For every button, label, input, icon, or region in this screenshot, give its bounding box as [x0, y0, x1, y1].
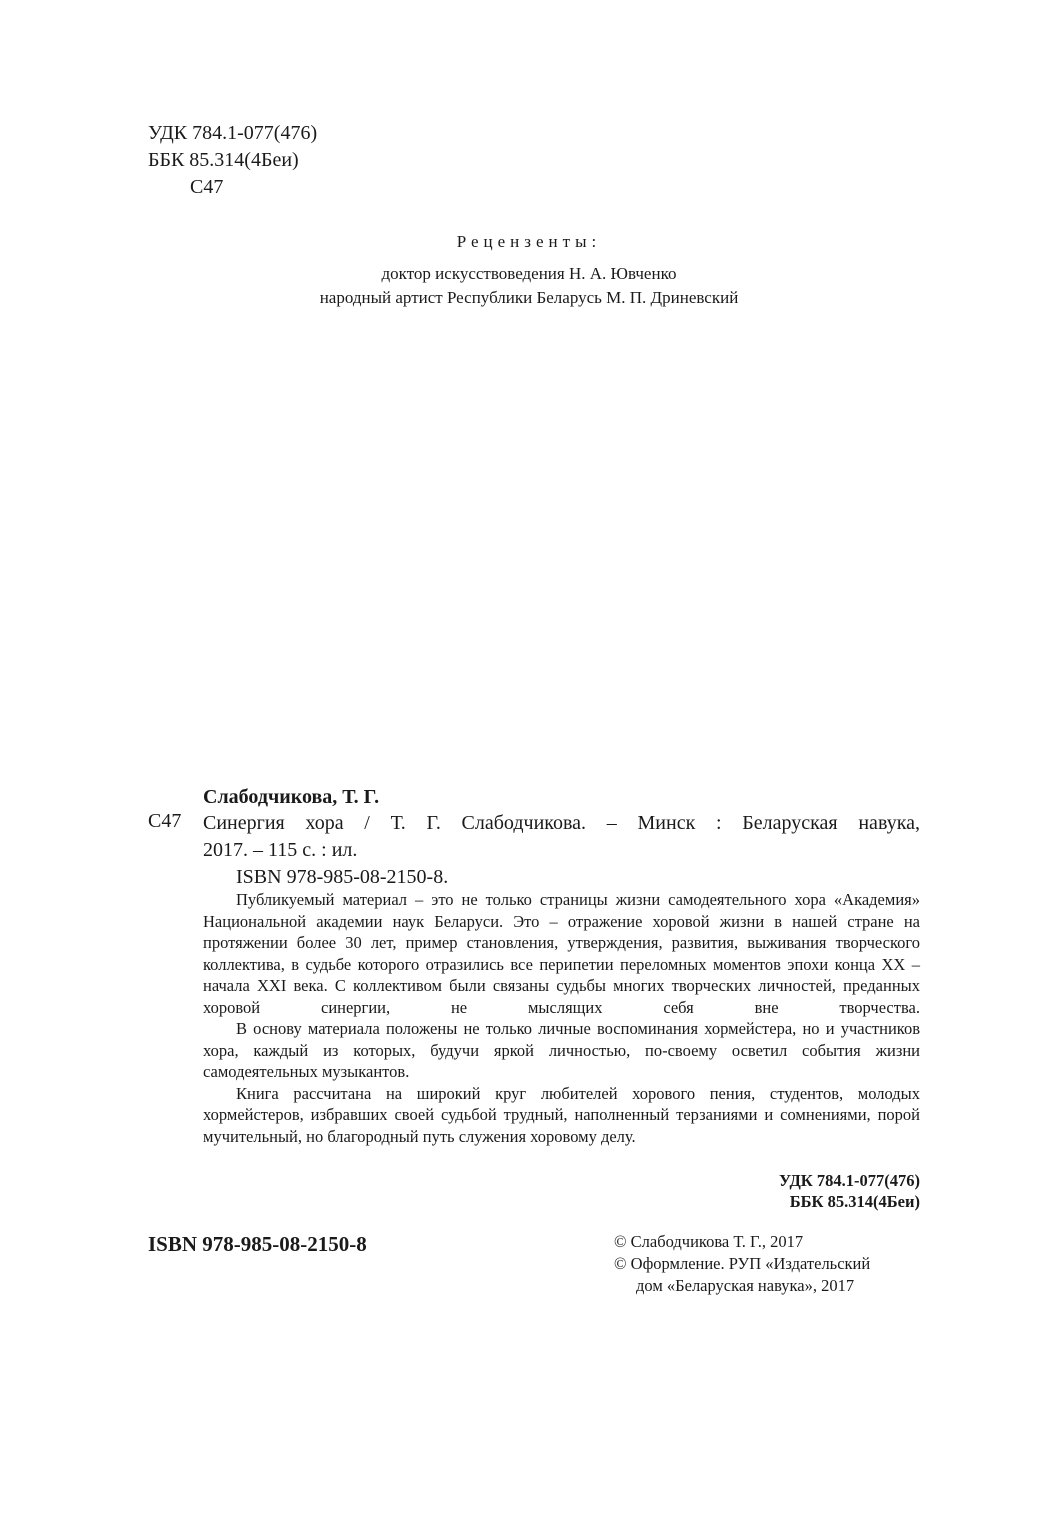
- classification-codes: [148, 120, 317, 201]
- catalog-entry: [203, 810, 920, 891]
- footer-udk: УДК 784.1-077(476): [779, 1171, 920, 1190]
- copyright: [614, 1231, 870, 1297]
- footer-codes: [779, 1170, 920, 1212]
- catalog-isbn: ISBN 978-985-08-2150-8.: [236, 866, 449, 888]
- copyright-line: © Слабодчикова Т. Г., 2017: [614, 1232, 804, 1251]
- reviewer-item: доктор искусствоведения Н. А. Ювченко: [381, 264, 677, 283]
- footer-bbk: ББК 85.314(4Беи): [789, 1192, 920, 1211]
- copyright-line: © Оформление. РУП «Издательский: [614, 1254, 871, 1273]
- udk-code: УДК 784.1-077(476): [148, 122, 318, 144]
- author-mark: С47: [190, 176, 224, 198]
- catalog-title-line: Синергия хора / Т. Г. Слабодчикова. – Минск : Беларуская навука,: [203, 812, 920, 834]
- reviewer-item: народный артист Республики Беларусь М. П. Дриневский: [319, 288, 739, 307]
- abstract-paragraph: Книга рассчитана на широкий круг любителей хорового пения, студентов, молодых хормейстеров, избравших своей судьбой трудный, наполненный терзаниями и сомнениями, порой мучительный, но благородный путь служения хоровому делу.: [203, 1083, 920, 1146]
- catalog-code: С47: [148, 810, 182, 832]
- reviewers-list: [0, 262, 1058, 310]
- reviewers-title: Рецензенты:: [456, 232, 602, 251]
- abstract-paragraph: В основу материала положены не только личные воспоминания хормейстера, но и участников хора, каждый из которых, будучи яркой личностью, по-своему осветил события жизни самодеятельных музыкантов.: [203, 1019, 920, 1081]
- abstract-paragraph: Публикуемый материал – это не только страницы жизни самодеятельного хора «Академия» Национальной академии наук Беларуси. Это – отражение хоровой жизни в нашей стране на протяжении более 30 лет, пример становления, утверждения, развития, выживания творческого коллектива, в судьбе которого отразились все перипетии переломных моментов эпохи конца XX – начала XXI века. С коллективом были связаны судьбы многих творческих личностей, преданных хоровой синергии, не мыслящих себя вне творчества.: [203, 890, 920, 1017]
- bbk-code: ББК 85.314(4Беи): [148, 149, 299, 171]
- copyright-line: дом «Беларуская навука», 2017: [636, 1276, 855, 1295]
- abstract: [203, 889, 920, 1147]
- catalog-pub-line: 2017. – 115 с. : ил.: [203, 839, 358, 861]
- catalog-author: Слабодчикова, Т. Г.: [203, 786, 380, 808]
- isbn-main: ISBN 978-985-08-2150-8: [148, 1232, 367, 1256]
